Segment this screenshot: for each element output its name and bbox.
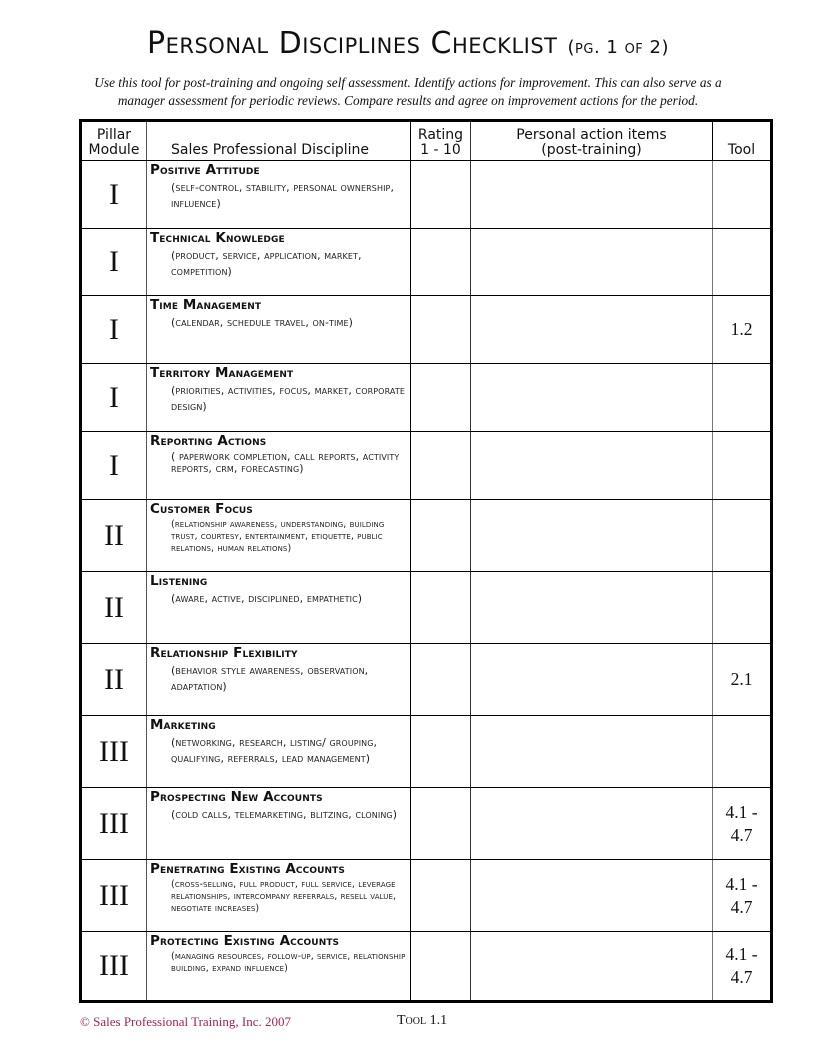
column-header-module-line2: Module xyxy=(88,142,140,158)
discipline-title: Customer Focus xyxy=(150,501,253,517)
table-row xyxy=(81,644,772,716)
tool-reference-cell xyxy=(713,716,772,788)
column-header-rating xyxy=(411,121,471,161)
table-row xyxy=(81,572,772,644)
table-row xyxy=(81,716,772,788)
header-row xyxy=(81,121,772,161)
discipline-description: (behavior style awareness, observation, adaptation) xyxy=(171,664,369,693)
column-header-actions xyxy=(471,121,713,161)
action-items-input-cell[interactable] xyxy=(471,364,713,432)
rating-input-cell[interactable] xyxy=(411,644,471,716)
page-title xyxy=(0,26,816,61)
title-main: Personal Disciplines Checklist xyxy=(147,26,558,61)
action-items-input-cell[interactable] xyxy=(471,572,713,644)
discipline-cell xyxy=(147,432,411,500)
discipline-title: Prospecting New Accounts xyxy=(150,789,323,805)
table-row xyxy=(81,500,772,572)
action-items-input-cell[interactable] xyxy=(471,788,713,860)
column-header-rating-line1: Rating xyxy=(417,127,464,143)
column-header-module xyxy=(81,121,147,161)
pillar-module-cell: I xyxy=(81,161,147,229)
rating-input-cell[interactable] xyxy=(411,229,471,296)
discipline-title: Penetrating Existing Accounts xyxy=(150,861,345,877)
rating-input-cell[interactable] xyxy=(411,788,471,860)
discipline-title: Listening xyxy=(150,573,208,589)
column-header-actions-line2: (post-training) xyxy=(541,142,642,158)
action-items-input-cell[interactable] xyxy=(471,161,713,229)
intro-text: Use this tool for post-training and ongoing self assessment. Identify actions for improvement. This can also serve as a manager assessment for periodic reviews. Compare results and agree on improvement actions for the period. xyxy=(94,75,722,108)
action-items-input-cell[interactable] xyxy=(471,860,713,932)
discipline-cell xyxy=(147,716,411,788)
discipline-title: Positive Attitude xyxy=(150,162,260,178)
discipline-description: (managing resources, follow-up, service, relationship building, expand influence) xyxy=(171,951,406,974)
discipline-description: (calendar, schedule travel, on-time) xyxy=(171,316,354,329)
column-header-discipline-text: Sales Professional Discipline xyxy=(171,142,370,158)
discipline-description: (product, service, application, market, competition) xyxy=(171,249,362,278)
discipline-cell xyxy=(147,860,411,932)
tool-reference-cell xyxy=(713,161,772,229)
column-header-actions-line1: Personal action items xyxy=(516,127,667,143)
discipline-title: Protecting Existing Accounts xyxy=(150,933,340,949)
tool-reference-cell: 4.1 - 4.7 xyxy=(713,860,772,932)
rating-input-cell[interactable] xyxy=(411,161,471,229)
rating-input-cell[interactable] xyxy=(411,364,471,432)
discipline-title: Technical Knowledge xyxy=(150,230,285,246)
copyright-notice: © Sales Professional Training, Inc. 2007 xyxy=(80,1014,292,1029)
pillar-module-cell: III xyxy=(81,716,147,788)
rating-input-cell[interactable] xyxy=(411,500,471,572)
pillar-module-cell: I xyxy=(81,229,147,296)
action-items-input-cell[interactable] xyxy=(471,932,713,1002)
discipline-title: Marketing xyxy=(150,717,216,733)
column-header-discipline xyxy=(147,121,411,161)
pillar-module-cell: II xyxy=(81,572,147,644)
discipline-cell xyxy=(147,788,411,860)
rating-input-cell[interactable] xyxy=(411,716,471,788)
discipline-description: (aware, active, disciplined, empathetic) xyxy=(171,592,363,605)
discipline-description: (relationship awareness, understanding, building trust, courtesy, entertainment, etiquette, public relations, human relations) xyxy=(171,519,385,554)
tool-reference-cell xyxy=(713,572,772,644)
table-row xyxy=(81,161,772,229)
table-row xyxy=(81,364,772,432)
tool-reference-cell: 2.1 xyxy=(713,644,772,716)
tool-reference-cell: 4.1 - 4.7 xyxy=(713,932,772,1002)
discipline-cell xyxy=(147,932,411,1002)
discipline-cell xyxy=(147,500,411,572)
tool-reference-cell: 1.2 xyxy=(713,296,772,364)
discipline-title: Relationship Flexibility xyxy=(150,645,298,661)
action-items-input-cell[interactable] xyxy=(471,432,713,500)
column-header-tool xyxy=(713,121,772,161)
rating-input-cell[interactable] xyxy=(411,572,471,644)
discipline-cell xyxy=(147,161,411,229)
pillar-module-cell: III xyxy=(81,788,147,860)
pillar-module-cell: I xyxy=(81,296,147,364)
rating-input-cell[interactable] xyxy=(411,296,471,364)
tool-reference-cell: 4.1 - 4.7 xyxy=(713,788,772,860)
discipline-description: (networking, research, listing/ grouping, qualifying, referrals, lead management) xyxy=(171,736,378,765)
discipline-cell xyxy=(147,364,411,432)
column-header-tool-text: Tool xyxy=(727,142,756,158)
tool-reference-cell xyxy=(713,364,772,432)
discipline-cell xyxy=(147,229,411,296)
table-row xyxy=(81,296,772,364)
discipline-title: Territory Management xyxy=(150,365,294,381)
discipline-title: Time Management xyxy=(150,297,262,313)
discipline-cell xyxy=(147,572,411,644)
column-header-rating-line2: 1 - 10 xyxy=(420,142,461,158)
rating-input-cell[interactable] xyxy=(411,932,471,1002)
pillar-module-cell: I xyxy=(81,364,147,432)
tool-reference-cell xyxy=(713,432,772,500)
discipline-description: (cold calls, telemarketing, blitzing, cloning) xyxy=(171,808,398,821)
tool-reference-cell xyxy=(713,500,772,572)
action-items-input-cell[interactable] xyxy=(471,716,713,788)
pillar-module-cell: III xyxy=(81,860,147,932)
discipline-description: (cross-selling, full product, full service, leverage relationships, intercompany referrals, resell value, negotiate increases) xyxy=(171,879,397,914)
discipline-description: (self-control, stability, personal ownership, influence) xyxy=(171,181,395,210)
pillar-module-cell: I xyxy=(81,432,147,500)
column-header-module-line1: Pillar xyxy=(96,127,132,143)
action-items-input-cell[interactable] xyxy=(471,229,713,296)
tool-label: Tool 1.1 xyxy=(397,1013,448,1028)
action-items-input-cell[interactable] xyxy=(471,296,713,364)
table-row xyxy=(81,860,772,932)
rating-input-cell[interactable] xyxy=(411,860,471,932)
table-row xyxy=(81,788,772,860)
discipline-description: (priorities, activities, focus, market, corporate design) xyxy=(171,384,406,413)
action-items-input-cell[interactable] xyxy=(471,500,713,572)
rating-input-cell[interactable] xyxy=(411,432,471,500)
table-row xyxy=(81,229,772,296)
checklist-table xyxy=(79,119,773,1003)
page-indicator: (pg. 1 of 2) xyxy=(567,37,669,58)
pillar-module-cell: II xyxy=(81,644,147,716)
pillar-module-cell: III xyxy=(81,932,147,1002)
checklist-body xyxy=(81,161,772,1002)
pillar-module-cell: II xyxy=(81,500,147,572)
discipline-description: ( paperwork completion, call reports, activity reports, crm, forecasting) xyxy=(171,450,400,475)
discipline-cell xyxy=(147,644,411,716)
tool-reference-cell xyxy=(713,229,772,296)
discipline-title: Reporting Actions xyxy=(150,433,267,449)
table-row xyxy=(81,432,772,500)
table-row xyxy=(81,932,772,1002)
action-items-input-cell[interactable] xyxy=(471,644,713,716)
discipline-cell xyxy=(147,296,411,364)
